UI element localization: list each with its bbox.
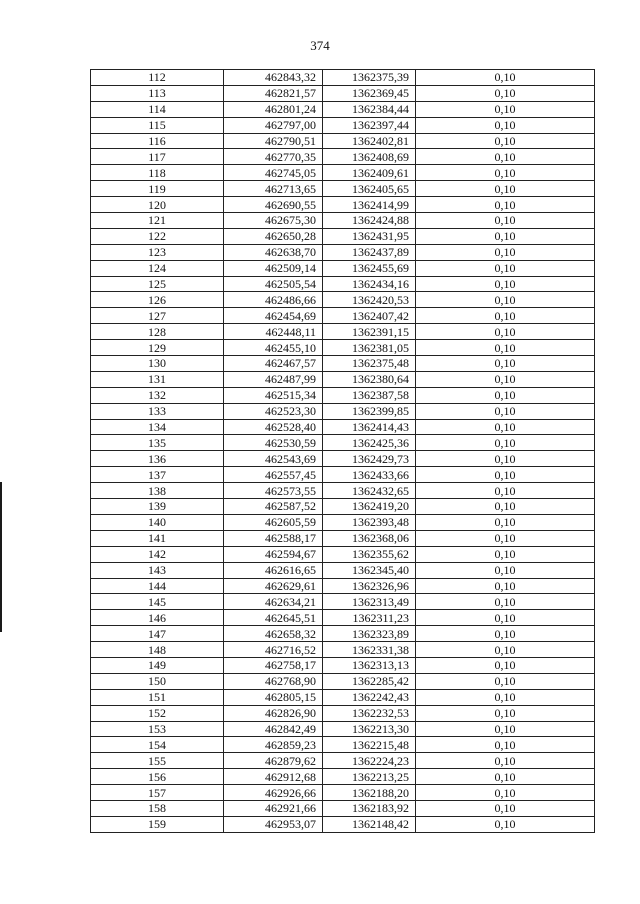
x-coordinate-cell: 462658,32: [224, 626, 323, 642]
y-coordinate-cell: 1362242,43: [323, 689, 416, 705]
x-coordinate-cell: 462543,69: [224, 451, 323, 467]
accuracy-cell: 0,10: [416, 816, 595, 832]
x-coordinate-cell: 462821,57: [224, 85, 323, 101]
x-coordinate-cell: 462675,30: [224, 213, 323, 229]
point-number-cell: 127: [91, 308, 224, 324]
point-number-cell: 155: [91, 753, 224, 769]
accuracy-cell: 0,10: [416, 292, 595, 308]
point-number-cell: 128: [91, 324, 224, 340]
accuracy-cell: 0,10: [416, 562, 595, 578]
point-number-cell: 123: [91, 244, 224, 260]
table-row: [91, 85, 595, 101]
accuracy-cell: 0,10: [416, 785, 595, 801]
table-row: [91, 276, 595, 292]
y-coordinate-cell: 1362425,36: [323, 435, 416, 451]
accuracy-cell: 0,10: [416, 769, 595, 785]
accuracy-cell: 0,10: [416, 387, 595, 403]
accuracy-cell: 0,10: [416, 101, 595, 117]
accuracy-cell: 0,10: [416, 70, 595, 86]
x-coordinate-cell: 462638,70: [224, 244, 323, 260]
table-row: [91, 594, 595, 610]
point-number-cell: 133: [91, 403, 224, 419]
table-row: [91, 70, 595, 86]
accuracy-cell: 0,10: [416, 467, 595, 483]
y-coordinate-cell: 1362431,95: [323, 228, 416, 244]
point-number-cell: 114: [91, 101, 224, 117]
accuracy-cell: 0,10: [416, 642, 595, 658]
accuracy-cell: 0,10: [416, 85, 595, 101]
table-row: [91, 356, 595, 372]
point-number-cell: 153: [91, 721, 224, 737]
x-coordinate-cell: 462912,68: [224, 769, 323, 785]
table-row: [91, 657, 595, 673]
coordinates-table-body: [91, 70, 595, 833]
y-coordinate-cell: 1362424,88: [323, 213, 416, 229]
y-coordinate-cell: 1362326,96: [323, 578, 416, 594]
x-coordinate-cell: 462645,51: [224, 610, 323, 626]
y-coordinate-cell: 1362437,89: [323, 244, 416, 260]
accuracy-cell: 0,10: [416, 324, 595, 340]
point-number-cell: 158: [91, 800, 224, 816]
y-coordinate-cell: 1362397,44: [323, 117, 416, 133]
table-row: [91, 451, 595, 467]
y-coordinate-cell: 1362323,89: [323, 626, 416, 642]
x-coordinate-cell: 462650,28: [224, 228, 323, 244]
table-row: [91, 800, 595, 816]
table-row: [91, 435, 595, 451]
table-row: [91, 785, 595, 801]
point-number-cell: 120: [91, 197, 224, 213]
x-coordinate-cell: 462528,40: [224, 419, 323, 435]
accuracy-cell: 0,10: [416, 514, 595, 530]
table-row: [91, 546, 595, 562]
x-coordinate-cell: 462454,69: [224, 308, 323, 324]
y-coordinate-cell: 1362345,40: [323, 562, 416, 578]
y-coordinate-cell: 1362420,53: [323, 292, 416, 308]
point-number-cell: 136: [91, 451, 224, 467]
table-row: [91, 673, 595, 689]
table-row: [91, 371, 595, 387]
table-row: [91, 165, 595, 181]
x-coordinate-cell: 462486,66: [224, 292, 323, 308]
point-number-cell: 157: [91, 785, 224, 801]
x-coordinate-cell: 462587,52: [224, 499, 323, 515]
table-row: [91, 308, 595, 324]
x-coordinate-cell: 462634,21: [224, 594, 323, 610]
accuracy-cell: 0,10: [416, 673, 595, 689]
point-number-cell: 132: [91, 387, 224, 403]
point-number-cell: 126: [91, 292, 224, 308]
table-row: [91, 626, 595, 642]
point-number-cell: 140: [91, 514, 224, 530]
accuracy-cell: 0,10: [416, 165, 595, 181]
accuracy-cell: 0,10: [416, 419, 595, 435]
x-coordinate-cell: 462467,57: [224, 356, 323, 372]
accuracy-cell: 0,10: [416, 721, 595, 737]
table-row: [91, 816, 595, 832]
y-coordinate-cell: 1362355,62: [323, 546, 416, 562]
x-coordinate-cell: 462859,23: [224, 737, 323, 753]
point-number-cell: 147: [91, 626, 224, 642]
table-row: [91, 213, 595, 229]
x-coordinate-cell: 462842,49: [224, 721, 323, 737]
x-coordinate-cell: 462455,10: [224, 340, 323, 356]
x-coordinate-cell: 462879,62: [224, 753, 323, 769]
y-coordinate-cell: 1362455,69: [323, 260, 416, 276]
y-coordinate-cell: 1362313,49: [323, 594, 416, 610]
y-coordinate-cell: 1362402,81: [323, 133, 416, 149]
table-row: [91, 149, 595, 165]
table-row: [91, 133, 595, 149]
accuracy-cell: 0,10: [416, 133, 595, 149]
accuracy-cell: 0,10: [416, 403, 595, 419]
table-row: [91, 514, 595, 530]
point-number-cell: 159: [91, 816, 224, 832]
accuracy-cell: 0,10: [416, 260, 595, 276]
point-number-cell: 125: [91, 276, 224, 292]
accuracy-cell: 0,10: [416, 657, 595, 673]
point-number-cell: 134: [91, 419, 224, 435]
x-coordinate-cell: 462487,99: [224, 371, 323, 387]
y-coordinate-cell: 1362393,48: [323, 514, 416, 530]
accuracy-cell: 0,10: [416, 149, 595, 165]
y-coordinate-cell: 1362148,42: [323, 816, 416, 832]
accuracy-cell: 0,10: [416, 228, 595, 244]
point-number-cell: 118: [91, 165, 224, 181]
y-coordinate-cell: 1362368,06: [323, 530, 416, 546]
y-coordinate-cell: 1362414,43: [323, 419, 416, 435]
point-number-cell: 131: [91, 371, 224, 387]
point-number-cell: 146: [91, 610, 224, 626]
y-coordinate-cell: 1362399,85: [323, 403, 416, 419]
x-coordinate-cell: 462953,07: [224, 816, 323, 832]
accuracy-cell: 0,10: [416, 594, 595, 610]
point-number-cell: 116: [91, 133, 224, 149]
point-number-cell: 144: [91, 578, 224, 594]
table-row: [91, 197, 595, 213]
accuracy-cell: 0,10: [416, 737, 595, 753]
table-row: [91, 610, 595, 626]
y-coordinate-cell: 1362375,39: [323, 70, 416, 86]
point-number-cell: 141: [91, 530, 224, 546]
point-number-cell: 112: [91, 70, 224, 86]
table-row: [91, 753, 595, 769]
accuracy-cell: 0,10: [416, 197, 595, 213]
accuracy-cell: 0,10: [416, 371, 595, 387]
page-number: 374: [310, 38, 330, 53]
table-row: [91, 578, 595, 594]
accuracy-cell: 0,10: [416, 800, 595, 816]
accuracy-cell: 0,10: [416, 356, 595, 372]
x-coordinate-cell: 462523,30: [224, 403, 323, 419]
table-row: [91, 387, 595, 403]
point-number-cell: 148: [91, 642, 224, 658]
x-coordinate-cell: 462770,35: [224, 149, 323, 165]
accuracy-cell: 0,10: [416, 451, 595, 467]
y-coordinate-cell: 1362285,42: [323, 673, 416, 689]
accuracy-cell: 0,10: [416, 213, 595, 229]
y-coordinate-cell: 1362313,13: [323, 657, 416, 673]
table-row: [91, 705, 595, 721]
table-row: [91, 324, 595, 340]
y-coordinate-cell: 1362407,42: [323, 308, 416, 324]
x-coordinate-cell: 462605,59: [224, 514, 323, 530]
point-number-cell: 117: [91, 149, 224, 165]
point-number-cell: 113: [91, 85, 224, 101]
y-coordinate-cell: 1362381,05: [323, 340, 416, 356]
point-number-cell: 121: [91, 213, 224, 229]
x-coordinate-cell: 462530,59: [224, 435, 323, 451]
x-coordinate-cell: 462801,24: [224, 101, 323, 117]
point-number-cell: 115: [91, 117, 224, 133]
y-coordinate-cell: 1362232,53: [323, 705, 416, 721]
accuracy-cell: 0,10: [416, 499, 595, 515]
x-coordinate-cell: 462797,00: [224, 117, 323, 133]
accuracy-cell: 0,10: [416, 483, 595, 499]
table-row: [91, 721, 595, 737]
y-coordinate-cell: 1362331,38: [323, 642, 416, 658]
x-coordinate-cell: 462448,11: [224, 324, 323, 340]
y-coordinate-cell: 1362419,20: [323, 499, 416, 515]
accuracy-cell: 0,10: [416, 546, 595, 562]
y-coordinate-cell: 1362183,92: [323, 800, 416, 816]
x-coordinate-cell: 462758,17: [224, 657, 323, 673]
x-coordinate-cell: 462616,65: [224, 562, 323, 578]
table-row: [91, 419, 595, 435]
table-row: [91, 340, 595, 356]
y-coordinate-cell: 1362369,45: [323, 85, 416, 101]
accuracy-cell: 0,10: [416, 276, 595, 292]
y-coordinate-cell: 1362434,16: [323, 276, 416, 292]
accuracy-cell: 0,10: [416, 705, 595, 721]
point-number-cell: 143: [91, 562, 224, 578]
point-number-cell: 122: [91, 228, 224, 244]
x-coordinate-cell: 462716,52: [224, 642, 323, 658]
x-coordinate-cell: 462745,05: [224, 165, 323, 181]
y-coordinate-cell: 1362408,69: [323, 149, 416, 165]
y-coordinate-cell: 1362433,66: [323, 467, 416, 483]
y-coordinate-cell: 1362405,65: [323, 181, 416, 197]
x-coordinate-cell: 462629,61: [224, 578, 323, 594]
coordinates-table: [90, 69, 595, 833]
table-row: [91, 530, 595, 546]
table-row: [91, 642, 595, 658]
accuracy-cell: 0,10: [416, 578, 595, 594]
x-coordinate-cell: 462509,14: [224, 260, 323, 276]
x-coordinate-cell: 462690,55: [224, 197, 323, 213]
y-coordinate-cell: 1362224,23: [323, 753, 416, 769]
x-coordinate-cell: 462926,66: [224, 785, 323, 801]
scan-edge-mark: [0, 482, 2, 632]
x-coordinate-cell: 462573,55: [224, 483, 323, 499]
x-coordinate-cell: 462588,17: [224, 530, 323, 546]
point-number-cell: 129: [91, 340, 224, 356]
accuracy-cell: 0,10: [416, 435, 595, 451]
y-coordinate-cell: 1362213,30: [323, 721, 416, 737]
accuracy-cell: 0,10: [416, 340, 595, 356]
table-row: [91, 769, 595, 785]
y-coordinate-cell: 1362311,23: [323, 610, 416, 626]
point-number-cell: 137: [91, 467, 224, 483]
point-number-cell: 139: [91, 499, 224, 515]
table-row: [91, 689, 595, 705]
accuracy-cell: 0,10: [416, 244, 595, 260]
y-coordinate-cell: 1362409,61: [323, 165, 416, 181]
x-coordinate-cell: 462505,54: [224, 276, 323, 292]
y-coordinate-cell: 1362380,64: [323, 371, 416, 387]
point-number-cell: 142: [91, 546, 224, 562]
table-row: [91, 499, 595, 515]
y-coordinate-cell: 1362429,73: [323, 451, 416, 467]
x-coordinate-cell: 462921,66: [224, 800, 323, 816]
point-number-cell: 119: [91, 181, 224, 197]
accuracy-cell: 0,10: [416, 753, 595, 769]
point-number-cell: 135: [91, 435, 224, 451]
point-number-cell: 151: [91, 689, 224, 705]
x-coordinate-cell: 462805,15: [224, 689, 323, 705]
table-row: [91, 403, 595, 419]
accuracy-cell: 0,10: [416, 530, 595, 546]
accuracy-cell: 0,10: [416, 610, 595, 626]
table-row: [91, 467, 595, 483]
point-number-cell: 130: [91, 356, 224, 372]
x-coordinate-cell: 462594,67: [224, 546, 323, 562]
x-coordinate-cell: 462515,34: [224, 387, 323, 403]
point-number-cell: 124: [91, 260, 224, 276]
y-coordinate-cell: 1362375,48: [323, 356, 416, 372]
table-row: [91, 483, 595, 499]
point-number-cell: 150: [91, 673, 224, 689]
point-number-cell: 154: [91, 737, 224, 753]
table-row: [91, 292, 595, 308]
table-row: [91, 562, 595, 578]
accuracy-cell: 0,10: [416, 689, 595, 705]
point-number-cell: 149: [91, 657, 224, 673]
y-coordinate-cell: 1362391,15: [323, 324, 416, 340]
x-coordinate-cell: 462826,90: [224, 705, 323, 721]
x-coordinate-cell: 462790,51: [224, 133, 323, 149]
y-coordinate-cell: 1362188,20: [323, 785, 416, 801]
table-row: [91, 260, 595, 276]
y-coordinate-cell: 1362432,65: [323, 483, 416, 499]
accuracy-cell: 0,10: [416, 308, 595, 324]
y-coordinate-cell: 1362213,25: [323, 769, 416, 785]
table-row: [91, 737, 595, 753]
point-number-cell: 145: [91, 594, 224, 610]
point-number-cell: 156: [91, 769, 224, 785]
table-row: [91, 228, 595, 244]
y-coordinate-cell: 1362215,48: [323, 737, 416, 753]
accuracy-cell: 0,10: [416, 626, 595, 642]
x-coordinate-cell: 462768,90: [224, 673, 323, 689]
y-coordinate-cell: 1362414,99: [323, 197, 416, 213]
point-number-cell: 138: [91, 483, 224, 499]
table-row: [91, 181, 595, 197]
x-coordinate-cell: 462713,65: [224, 181, 323, 197]
accuracy-cell: 0,10: [416, 117, 595, 133]
table-row: [91, 101, 595, 117]
accuracy-cell: 0,10: [416, 181, 595, 197]
point-number-cell: 152: [91, 705, 224, 721]
y-coordinate-cell: 1362387,58: [323, 387, 416, 403]
table-row: [91, 117, 595, 133]
x-coordinate-cell: 462557,45: [224, 467, 323, 483]
x-coordinate-cell: 462843,32: [224, 70, 323, 86]
table-row: [91, 244, 595, 260]
y-coordinate-cell: 1362384,44: [323, 101, 416, 117]
